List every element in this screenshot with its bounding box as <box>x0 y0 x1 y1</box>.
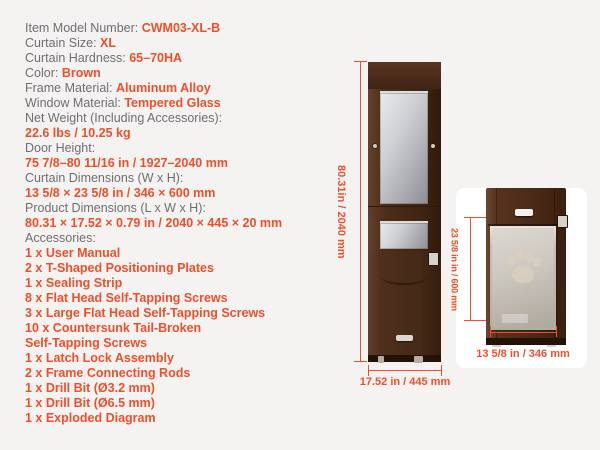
spec-line <box>25 396 355 411</box>
height-dimension-tick-bottom <box>354 361 367 362</box>
tall-door-illustration <box>368 62 441 362</box>
spec-label: Window Material: <box>25 96 125 110</box>
door-foot <box>378 356 384 363</box>
spec-line <box>25 291 355 306</box>
spec-value: 1 x User Manual <box>25 246 121 260</box>
flap-frame <box>490 226 556 330</box>
spec-line <box>25 156 355 171</box>
spec-value: 1 x Exploded Diagram <box>25 411 156 425</box>
lower-window-frame <box>368 219 441 251</box>
flap-bottom-label <box>502 314 528 323</box>
spec-value: XL <box>100 36 117 50</box>
spec-value: 65–70HA <box>129 51 183 65</box>
flap-width-dimension-label: 13 5/8 in / 346 mm <box>476 348 570 360</box>
spec-line <box>25 321 355 336</box>
spec-line <box>25 336 355 351</box>
spec-label: Curtain Hardness: <box>25 51 130 65</box>
flap-height-dimension-label: 23 5/8 in in / 600 mm <box>449 228 460 311</box>
spec-label: Curtain Size: <box>25 36 101 50</box>
spec-line <box>25 276 355 291</box>
spec-line <box>25 246 355 261</box>
spec-label: Net Weight (Including Accessories): <box>25 111 223 125</box>
flap-handle-recess <box>396 335 413 341</box>
spec-value: Self-Tapping Screws <box>25 336 148 350</box>
spec-line <box>25 96 355 111</box>
flap-arch-line <box>381 269 427 285</box>
spec-value: Tempered Glass <box>124 96 221 110</box>
spec-line <box>25 36 355 51</box>
upper-window-frame <box>368 89 441 206</box>
screw-icon <box>373 144 377 148</box>
flap-height-tick-top <box>464 217 486 218</box>
spec-line <box>25 381 355 396</box>
latch-lock-icon <box>428 252 439 266</box>
spec-value: Aluminum Alloy <box>116 81 211 95</box>
flap-width-dimension-line <box>490 332 556 333</box>
screw-icon <box>431 144 435 148</box>
spec-line <box>25 111 355 126</box>
flap-height-tick-bottom <box>464 320 486 321</box>
spec-value: 22.6 lbs / 10.25 kg <box>25 126 131 140</box>
spec-line <box>25 66 355 81</box>
pet-flap-illustration <box>486 188 566 345</box>
spec-value: 75 7/8–80 11/16 in / 1927–2040 mm <box>25 156 228 170</box>
door-top-panel <box>368 62 441 90</box>
lower-window-glass <box>380 221 428 249</box>
spec-line <box>25 411 355 426</box>
spec-label: Door Height: <box>25 141 96 155</box>
spec-line <box>25 201 355 216</box>
spec-label: Frame Material: <box>25 81 116 95</box>
spec-value: 3 x Large Flat Head Self-Tapping Screws <box>25 306 266 320</box>
spec-value: 2 x Frame Connecting Rods <box>25 366 191 380</box>
spec-line <box>25 366 355 381</box>
spec-line <box>25 171 355 186</box>
spec-value: 13 5/8 × 23 5/8 in / 346 × 600 mm <box>25 186 216 200</box>
spec-line <box>25 81 355 96</box>
door-foot <box>414 356 423 363</box>
spec-line <box>25 216 355 231</box>
height-dimension-label: 80.31in / 2040 mm <box>335 165 347 259</box>
spec-line <box>25 231 355 246</box>
latch-lock-icon <box>557 215 568 228</box>
spec-label: Curtain Dimensions (W x H): <box>25 171 184 185</box>
spec-line <box>25 141 355 156</box>
width-dimension-tick-right <box>441 365 442 376</box>
height-dimension-tick-top <box>354 61 367 62</box>
flap-width-tick-left <box>490 326 491 337</box>
spec-value: 1 x Latch Lock Assembly <box>25 351 174 365</box>
spec-line <box>25 186 355 201</box>
spec-value: 1 x Drill Bit (Ø3.2 mm) <box>25 381 155 395</box>
spec-label: Color: <box>25 66 62 80</box>
width-dimension-label: 17.52 in / 445 mm <box>359 376 451 388</box>
spec-list <box>25 21 355 426</box>
spec-line <box>25 261 355 276</box>
door-bottom-edge <box>486 338 566 345</box>
spec-line <box>25 51 355 66</box>
spec-label: Accessories: <box>25 231 96 245</box>
spec-value: 1 x Drill Bit (Ø6.5 mm) <box>25 396 155 410</box>
spec-line <box>25 21 355 36</box>
width-dimension-tick-left <box>368 365 369 376</box>
spec-value: 10 x Countersunk Tail-Broken <box>25 321 202 335</box>
flap-width-tick-right <box>556 326 557 337</box>
spec-value: 2 x T-Shaped Positioning Plates <box>25 261 214 275</box>
spec-label: Item Model Number: <box>25 21 142 35</box>
spec-line <box>25 126 355 141</box>
spec-value: 1 x Sealing Strip <box>25 276 123 290</box>
spec-value: 8 x Flat Head Self-Tapping Screws <box>25 291 228 305</box>
spec-line <box>25 351 355 366</box>
spec-value: 80.31 × 17.52 × 0.79 in / 2040 × 445 × 20 mm <box>25 216 283 230</box>
spec-line <box>25 306 355 321</box>
spec-label: Product Dimensions (L x W x H): <box>25 201 206 215</box>
flap-curtain <box>492 228 554 328</box>
spec-value: CWM03-XL-B <box>141 21 221 35</box>
width-dimension-line <box>368 370 441 371</box>
upper-window-glass <box>380 91 428 204</box>
pet-flap-lower-panel <box>368 251 441 355</box>
height-dimension-line <box>360 62 361 362</box>
flap-handle-recess <box>515 209 533 216</box>
spec-value: Brown <box>61 66 101 80</box>
flap-height-dimension-line <box>470 218 471 321</box>
